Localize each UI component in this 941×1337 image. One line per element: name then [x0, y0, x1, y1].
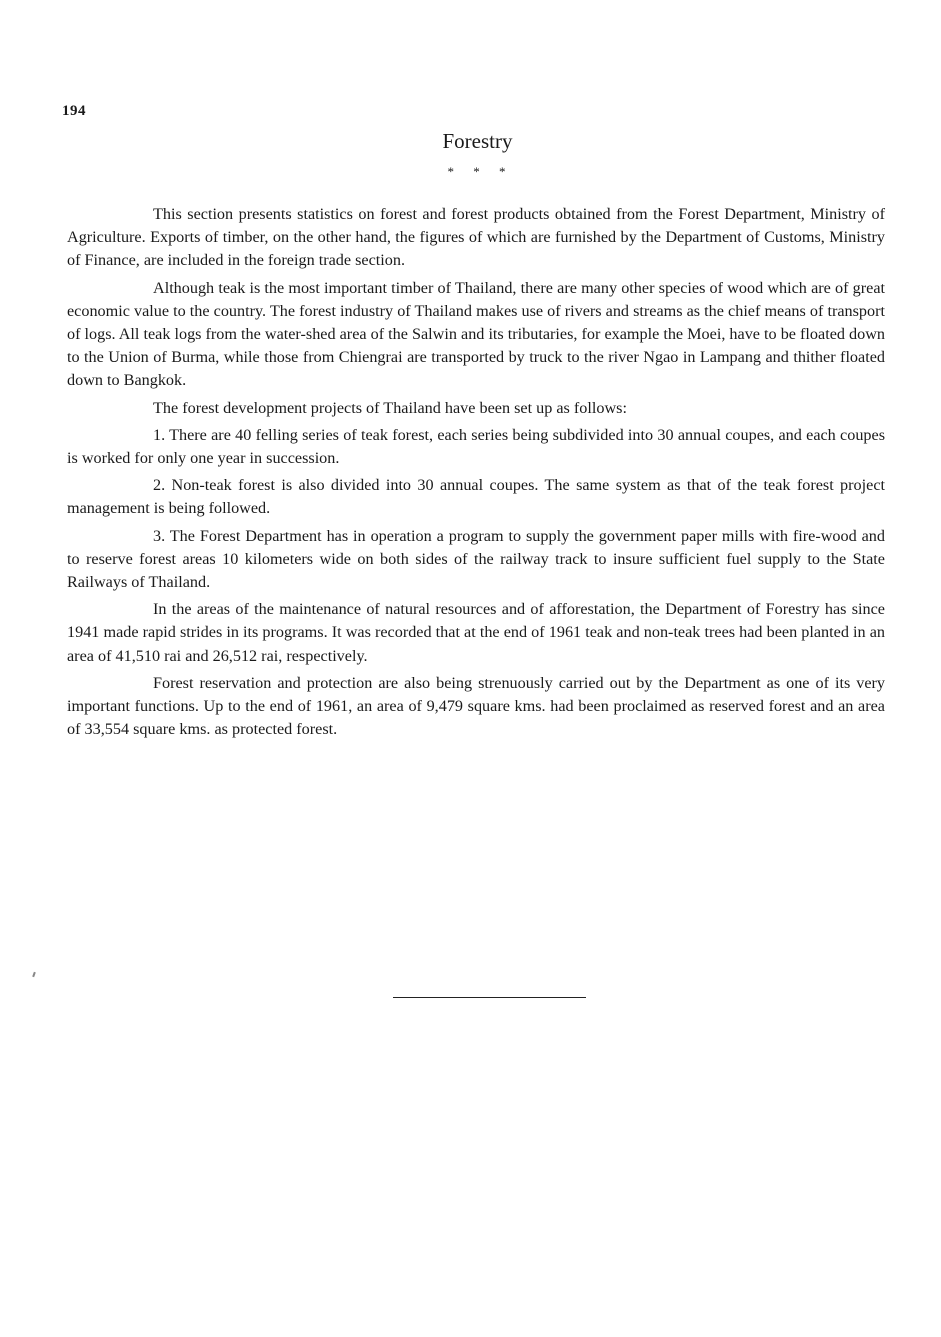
page-title: Forestry — [442, 129, 513, 153]
paragraph-teak-transport: Although teak is the most important timber of Thailand, there are many other species of wood which are of great economic value to the country. The forest industry of Thailand makes use of rivers and streams as the chief means of transport of logs. All teak logs from the water-shed area of the Salwin and its tributaries, for example the Moei, have to be floated down to the Union of Burma, while those from Chiengrai are transported by truck to the river Ngao in Lampang and thither floated down to Bangkok. — [67, 278, 885, 390]
page-number: 194 — [62, 103, 86, 119]
title-ornament: * * * — [447, 164, 514, 179]
body-text — [67, 203, 885, 745]
paragraph-reservation: Forest reservation and protection are also being strenuously carried out by the Department as one of its very important functions. Up to the end of 1961, an area of 9,479 square kms. had been proclaimed as reserved forest and an area of 33,554 square kms. as protected forest. — [67, 673, 885, 739]
paragraph-project-2: 2. Non-teak forest is also divided into 30 annual coupes. The same system as that of the teak forest project management is being followed. — [67, 476, 885, 518]
paragraph-project-1: 1. There are 40 felling series of teak forest, each series being subdivided into 30 annual coupes, and each coupes is worked for only one year in succession. — [67, 425, 885, 468]
stray-mark — [32, 972, 36, 977]
paragraph-afforestation: In the areas of the maintenance of natural resources and of afforestation, the Department of Forestry has since 1941 made rapid strides in its programs. It was recorded that at the end of 1961 teak and non-teak trees had been planted in an area of 41,510 rai and 26,512 rai, respectively. — [67, 600, 885, 665]
end-rule — [393, 997, 586, 998]
paragraph-intro: This section presents statistics on forest and forest products obtained from the Forest Department, Ministry of Agriculture. Exports of timber, on the other hand, the figures of which are furnished by the Department of Customs, Ministry of Finance, are included in the foreign trade section. — [67, 205, 885, 270]
paragraph-projects-intro: The forest development projects of Thailand have been set up as follows: — [153, 398, 627, 417]
paragraph-project-3: 3. The Forest Department has in operation a program to supply the government paper mills with fire-wood and to reserve forest areas 10 kilometers wide on both sides of the railway track to insure sufficient fuel supply to the State Railways of Thailand. — [67, 526, 885, 592]
